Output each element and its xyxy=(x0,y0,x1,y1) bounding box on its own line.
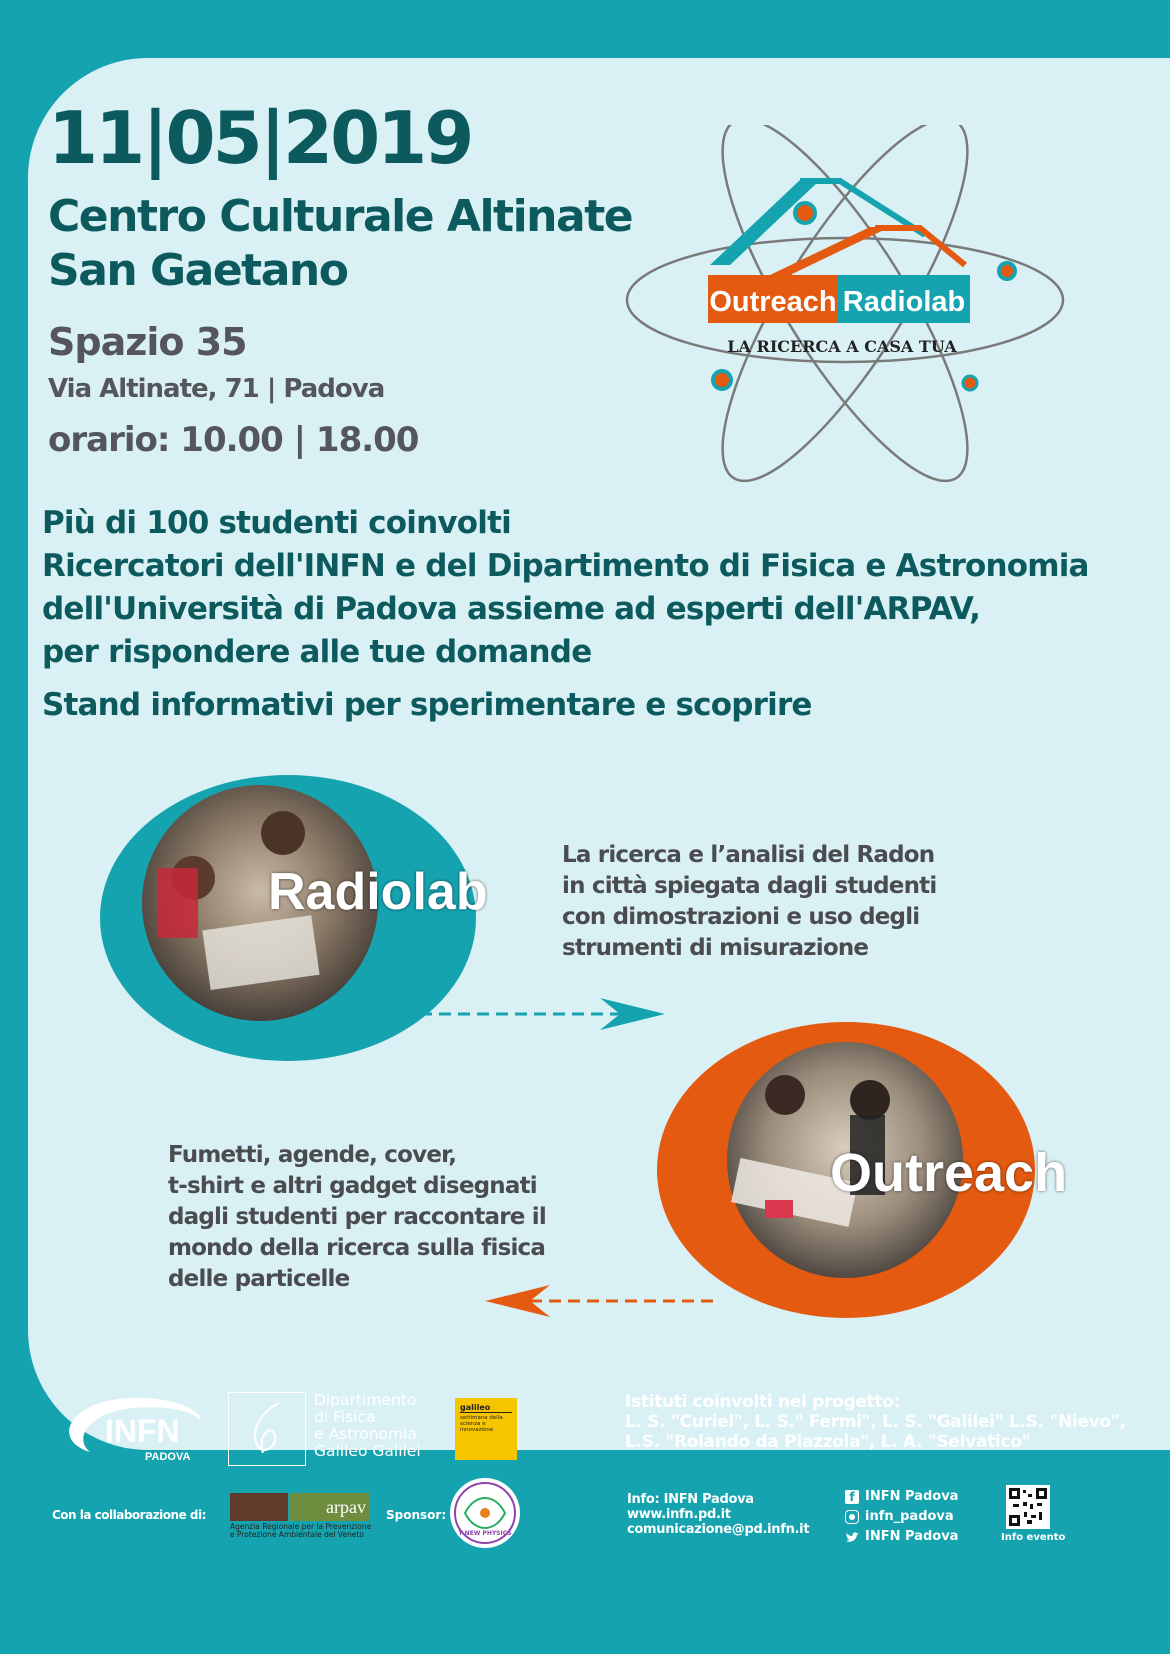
institutes-line-2: L.S. "Rolando da Piazzola", L. A. "Selvatico" xyxy=(625,1432,1031,1452)
sponsor-logo xyxy=(450,1478,520,1548)
outreach-desc-5: delle particelle xyxy=(168,1266,350,1292)
description-line-1: Più di 100 studenti coinvolti xyxy=(42,505,511,541)
qr-code-icon xyxy=(1009,1488,1047,1526)
venue-line-2: San Gaetano xyxy=(48,245,348,296)
arpav-logo-sub xyxy=(230,1523,371,1539)
qr-label: Info evento xyxy=(1001,1532,1066,1543)
institutes-line-1: L. S. "Curiel", L. S." Fermi", L. S. "Galilei" L.S. "Nievo", xyxy=(625,1412,1126,1432)
description-line-5: Stand informativi per sperimentare e scoprire xyxy=(42,687,812,723)
arpav-image-icon xyxy=(230,1493,288,1521)
opening-hours: orario: 10.00 | 18.00 xyxy=(48,420,419,460)
infn-logo xyxy=(50,1390,210,1470)
infn-logo-sub: PADOVA xyxy=(145,1451,191,1463)
outreach-desc-3: dagli studenti per raccontare il xyxy=(168,1204,546,1230)
social-instagram[interactable] xyxy=(845,1507,958,1527)
twitter-handle: INFN Padova xyxy=(865,1529,959,1544)
qr-code[interactable] xyxy=(1006,1485,1050,1529)
instagram-handle: infn_padova xyxy=(865,1509,954,1524)
description-line-4: per rispondere alle tue domande xyxy=(42,634,592,670)
social-facebook[interactable] xyxy=(845,1487,958,1507)
institutes-title: Istituti coinvolti nel progetto: xyxy=(625,1392,901,1412)
radiolab-desc-1: La ricerca e l’analisi del Radon xyxy=(562,842,935,868)
dept-line-3: e Astronomia xyxy=(314,1425,417,1443)
instagram-icon xyxy=(845,1510,859,1524)
address: Via Altinate, 71 | Padova xyxy=(48,374,385,404)
info-email[interactable]: comunicazione@pd.infn.it xyxy=(627,1522,810,1537)
galileo-logo xyxy=(455,1398,517,1460)
galileo-logo-title: galileo xyxy=(460,1403,512,1413)
infn-logo-text: INFN xyxy=(105,1413,180,1449)
arpav-logo-text: arpav xyxy=(290,1493,370,1521)
sponsor-graphic-icon xyxy=(450,1478,520,1548)
contact-info xyxy=(627,1492,809,1537)
info-line-1: Info: INFN Padova xyxy=(627,1492,754,1507)
logo-word-outreach: Outreach xyxy=(709,286,837,318)
description-line-3: dell'Università di Padova assieme ad esperti dell'ARPAV, xyxy=(42,591,981,627)
venue-line-1: Centro Culturale Altinate xyxy=(48,191,633,242)
radiolab-label: Radiolab xyxy=(268,863,488,921)
facebook-handle: INFN Padova xyxy=(865,1489,959,1504)
logo-word-radiolab: Radiolab xyxy=(842,286,966,318)
sponsor-logo-text: T NEW PHYSICS xyxy=(458,1530,512,1537)
radiolab-desc-4: strumenti di misurazione xyxy=(562,935,869,961)
arrow-left-icon xyxy=(480,1279,730,1323)
galileo-logo-sub: settimana della scienza e innovazione xyxy=(460,1415,503,1433)
outreach-desc-4: mondo della ricerca sulla fisica xyxy=(168,1235,546,1261)
outreach-description xyxy=(168,1140,546,1295)
outreach-desc-2: t-shirt e altri gadget disegnati xyxy=(168,1173,537,1199)
outreach-label: Outreach xyxy=(830,1143,1068,1203)
radiolab-desc-2: in città spiegata dagli studenti xyxy=(562,873,937,899)
event-description xyxy=(42,502,1089,727)
sponsor-label: Sponsor: xyxy=(386,1508,447,1522)
roof-icon xyxy=(710,180,965,275)
institutes xyxy=(625,1392,1126,1452)
radiolab-description xyxy=(562,840,936,964)
galilei-signature-icon xyxy=(229,1393,305,1465)
logo-tagline: LA RICERCA A CASA TUA xyxy=(727,337,957,356)
social-links xyxy=(845,1487,958,1547)
radiolab-desc-3: con dimostrazioni e uso degli xyxy=(562,904,920,930)
outreach-desc-1: Fumetti, agende, cover, xyxy=(168,1142,457,1168)
info-website[interactable]: www.infn.pd.it xyxy=(627,1507,731,1522)
description-line-2: Ricercatori dell'INFN e del Dipartimento di Fisica e Astronomia xyxy=(42,548,1089,584)
dept-line-2: di Fisica xyxy=(314,1408,376,1426)
arpav-logo xyxy=(230,1493,370,1541)
dept-line-1: Dipartimento xyxy=(314,1391,417,1409)
collaboration-label: Con la collaborazione di: xyxy=(52,1508,206,1522)
arrow-right-icon xyxy=(420,992,670,1036)
arpav-sub-2: e Protezione Ambientale del Veneto xyxy=(230,1530,364,1539)
dept-name xyxy=(314,1392,421,1460)
facebook-icon: f xyxy=(845,1490,859,1504)
space-name: Spazio 35 xyxy=(48,320,247,364)
arpav-sub-1: Agenzia Regionale per la Prevenzione xyxy=(230,1522,372,1531)
twitter-icon xyxy=(845,1531,859,1543)
social-twitter[interactable] xyxy=(845,1527,958,1547)
dept-logo-box xyxy=(228,1392,306,1466)
venue-name xyxy=(48,190,632,298)
dept-line-4: Galileo Galilei xyxy=(314,1442,421,1460)
outreach-radiolab-logo xyxy=(620,125,1070,485)
event-date: 11|05|2019 xyxy=(48,96,472,180)
